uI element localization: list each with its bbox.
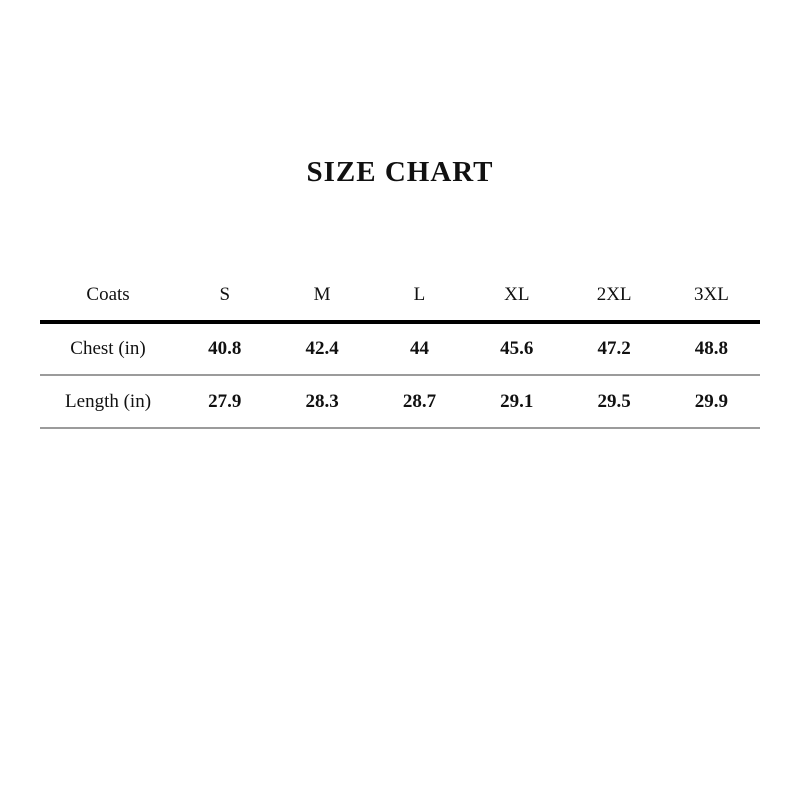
column-header-l: L [413, 283, 426, 305]
table-cell-length-l: 28.7 [402, 390, 437, 412]
column-header-coats: Coats [86, 283, 130, 305]
row-label-chest: Chest (in) [70, 338, 146, 359]
table-cell-length-m: 28.3 [305, 390, 339, 412]
column-header-m: M [313, 283, 331, 305]
table-cell-length-2xl: 29.5 [597, 390, 631, 412]
column-header-3xl: 3XL [693, 283, 729, 305]
table-cell-chest-m: 42.4 [305, 338, 339, 359]
table-cell-chest-xl: 45.6 [500, 338, 534, 359]
column-header-s: S [219, 283, 231, 305]
table-cell-length-xl: 29.1 [500, 390, 534, 412]
column-header-2xl: 2XL [596, 283, 632, 305]
table-cell-chest-s: 40.8 [208, 338, 242, 359]
table-cell-length-s: 27.9 [208, 390, 242, 412]
table-header-row [40, 269, 760, 322]
size-table [40, 269, 760, 429]
table-cell-chest-l: 44 [409, 338, 429, 359]
row-label-length: Length (in) [65, 390, 152, 412]
table-row-chest [40, 322, 760, 375]
page-title: SIZE CHART [306, 156, 494, 188]
table-row-length [40, 375, 760, 428]
table-cell-length-3xl: 29.9 [694, 390, 729, 412]
table-cell-chest-3xl: 48.8 [694, 338, 729, 359]
size-table-container [40, 269, 760, 429]
column-header-xl: XL [504, 283, 530, 305]
table-cell-chest-2xl: 47.2 [597, 338, 631, 359]
